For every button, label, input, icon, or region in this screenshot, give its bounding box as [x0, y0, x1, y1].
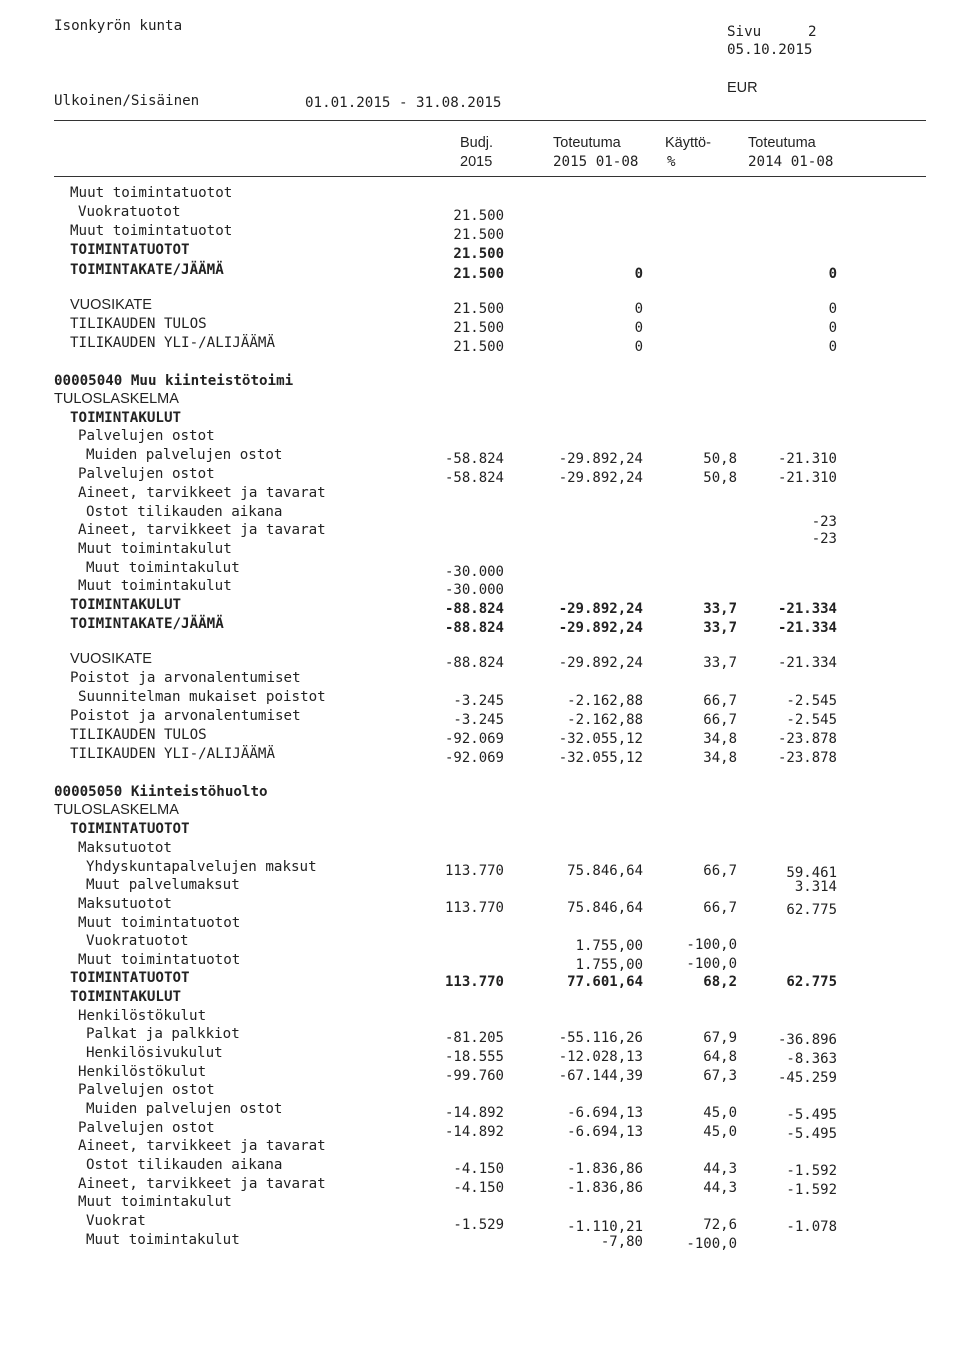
row-prev-value: 0 [828, 266, 837, 282]
row-label: Suunnitelman mukaiset poistot [78, 689, 326, 705]
row-prev-value: -23.878 [777, 750, 837, 766]
row-actual-value: -7,80 [600, 1234, 643, 1250]
row-label: TOIMINTATUOTOT [70, 970, 190, 986]
row-label: Maksutuotot [78, 840, 172, 856]
row-actual-value: 75.846,64 [567, 863, 643, 879]
row-prev-value: -23.878 [777, 731, 837, 747]
row-actual-value: -29.892,24 [558, 601, 643, 617]
row-pct-value: -100,0 [686, 1236, 737, 1252]
col-usage-line1: Käyttö- [665, 135, 711, 151]
row-prev-value: -5.495 [786, 1126, 837, 1142]
row-actual-value: 0 [634, 320, 643, 336]
row-actual-value: -6.694,13 [567, 1105, 643, 1121]
row-label: 00005040 Muu kiinteistötoimi [54, 373, 294, 389]
row-prev-value: -21.310 [777, 470, 837, 486]
row-budget-value: 21.500 [453, 339, 504, 355]
row-budget-value: -4.150 [453, 1161, 504, 1177]
row-prev-value: -2.545 [786, 712, 837, 728]
row-prev-value: 59.461 [786, 865, 837, 881]
row-budget-value: 21.500 [453, 301, 504, 317]
row-label: VUOSIKATE [70, 297, 152, 313]
row-budget-value: 21.500 [453, 266, 504, 282]
row-prev-value: -2.545 [786, 693, 837, 709]
row-label: TILIKAUDEN YLI-/ALIJÄÄMÄ [70, 746, 275, 762]
row-label: Muut palvelumaksut [86, 877, 240, 893]
row-label: Yhdyskuntapalvelujen maksut [86, 859, 317, 875]
row-prev-value: -45.259 [777, 1070, 837, 1086]
row-prev-value: 0 [828, 320, 837, 336]
row-label: Muut toimintakulut [78, 578, 232, 594]
row-label: Maksutuotot [78, 896, 172, 912]
row-prev-value: -1.078 [786, 1219, 837, 1235]
row-pct-value: 67,3 [703, 1068, 737, 1084]
row-actual-value: -1.836,86 [567, 1161, 643, 1177]
row-label: Henkilösivukulut [86, 1045, 223, 1061]
row-label: Poistot ja arvonalentumiset [70, 708, 301, 724]
row-pct-value: -100,0 [686, 956, 737, 972]
row-prev-value: 3.314 [794, 879, 837, 895]
row-label: Palvelujen ostot [78, 1120, 215, 1136]
row-label: Muut toimintakulut [78, 541, 232, 557]
row-label: Poistot ja arvonalentumiset [70, 670, 301, 686]
row-budget-value: 21.500 [453, 246, 504, 262]
row-label: Vuokratuotot [86, 933, 189, 949]
row-actual-value: 0 [634, 339, 643, 355]
row-label: Muut toimintakulut [86, 1232, 240, 1248]
col-budget-line2: 2015 [460, 154, 493, 170]
row-actual-value: -2.162,88 [567, 693, 643, 709]
row-pct-value: 45,0 [703, 1124, 737, 1140]
row-pct-value: 44,3 [703, 1161, 737, 1177]
row-actual-value: -29.892,24 [558, 655, 643, 671]
row-pct-value: 50,8 [703, 451, 737, 467]
row-label: Aineet, tarvikkeet ja tavarat [78, 1176, 326, 1192]
row-budget-value: -14.892 [444, 1124, 504, 1140]
row-actual-value: -29.892,24 [558, 620, 643, 636]
row-label: TOIMINTAKULUT [70, 410, 182, 426]
row-budget-value: 113.770 [444, 863, 504, 879]
report-date: 05.10.2015 [727, 42, 813, 58]
row-budget-value: -14.892 [444, 1105, 504, 1121]
row-budget-value: -30.000 [444, 582, 504, 598]
row-budget-value: -3.245 [453, 712, 504, 728]
organization-name: Isonkyrön kunta [54, 18, 183, 34]
col-actual-line1: Toteutuma [553, 135, 621, 151]
row-pct-value: 50,8 [703, 470, 737, 486]
row-label: Muut toimintatuotot [78, 952, 241, 968]
row-actual-value: -12.028,13 [558, 1049, 643, 1065]
row-prev-value: 62.775 [786, 902, 837, 918]
row-budget-value: -1.529 [453, 1217, 504, 1233]
row-label: Palkat ja palkkiot [86, 1026, 240, 1042]
row-budget-value: -81.205 [444, 1030, 504, 1046]
row-budget-value: 21.500 [453, 227, 504, 243]
row-actual-value: 0 [634, 301, 643, 317]
row-pct-value: 33,7 [703, 655, 737, 671]
row-prev-value: 0 [828, 301, 837, 317]
row-prev-value: -36.896 [777, 1032, 837, 1048]
row-label: Vuokrat [86, 1213, 146, 1229]
row-prev-value: -1.592 [786, 1163, 837, 1179]
header-rule-top [54, 120, 926, 121]
row-actual-value: -32.055,12 [558, 731, 643, 747]
row-pct-value: 66,7 [703, 900, 737, 916]
row-actual-value: -1.110,21 [567, 1219, 643, 1235]
row-pct-value: 34,8 [703, 750, 737, 766]
row-pct-value: 66,7 [703, 693, 737, 709]
row-actual-value: -1.836,86 [567, 1180, 643, 1196]
row-label: Henkilöstökulut [78, 1064, 207, 1080]
row-actual-value: 0 [634, 266, 643, 282]
row-actual-value: -55.116,26 [558, 1030, 643, 1046]
row-label: TOIMINTAKATE/JÄÄMÄ [70, 616, 224, 632]
row-prev-value: 62.775 [786, 974, 837, 990]
row-actual-value: -6.694,13 [567, 1124, 643, 1140]
row-actual-value: -2.162,88 [567, 712, 643, 728]
header-rule-bottom [54, 176, 926, 177]
row-label: TULOSLASKELMA [54, 391, 179, 407]
row-label: Muut toimintatuotot [70, 185, 233, 201]
col-prev-line1: Toteutuma [748, 135, 816, 151]
row-label: TILIKAUDEN TULOS [70, 316, 207, 332]
row-label: TOIMINTAKATE/JÄÄMÄ [70, 262, 224, 278]
row-prev-value: -21.334 [777, 601, 837, 617]
row-label: Muut toimintakulut [78, 1194, 232, 1210]
row-prev-value: -21.334 [777, 620, 837, 636]
row-budget-value: -4.150 [453, 1180, 504, 1196]
row-actual-value: 77.601,64 [567, 974, 643, 990]
row-label: Vuokratuotot [78, 204, 181, 220]
row-pct-value: 66,7 [703, 863, 737, 879]
row-prev-value: -21.334 [777, 655, 837, 671]
row-label: Palvelujen ostot [78, 1082, 215, 1098]
row-label: Aineet, tarvikkeet ja tavarat [78, 1138, 326, 1154]
scope-label: Ulkoinen/Sisäinen [54, 93, 200, 109]
row-budget-value: -88.824 [444, 620, 504, 636]
row-budget-value: -99.760 [444, 1068, 504, 1084]
row-pct-value: 67,9 [703, 1030, 737, 1046]
row-budget-value: -88.824 [444, 655, 504, 671]
row-label: Aineet, tarvikkeet ja tavarat [78, 485, 326, 501]
row-budget-value: -92.069 [444, 731, 504, 747]
row-label: TULOSLASKELMA [54, 802, 179, 818]
row-label: Muiden palvelujen ostot [86, 447, 283, 463]
row-label: TOIMINTATUOTOT [70, 821, 190, 837]
row-prev-value: -23 [811, 514, 837, 530]
row-prev-value: -23 [811, 531, 837, 547]
page-number: 2 [808, 24, 817, 40]
row-prev-value: -21.310 [777, 451, 837, 467]
row-label: 00005050 Kiinteistöhuolto [54, 784, 268, 800]
row-budget-value: 21.500 [453, 320, 504, 336]
row-budget-value: 113.770 [444, 900, 504, 916]
row-budget-value: -3.245 [453, 693, 504, 709]
row-label: Henkilöstökulut [78, 1008, 207, 1024]
row-pct-value: 45,0 [703, 1105, 737, 1121]
row-pct-value: 72,6 [703, 1217, 737, 1233]
col-prev-line2: 2014 01-08 [748, 154, 834, 170]
row-label: Muiden palvelujen ostot [86, 1101, 283, 1117]
row-pct-value: 66,7 [703, 712, 737, 728]
row-label: Muut toimintakulut [86, 560, 240, 576]
period-range: 01.01.2015 - 31.08.2015 [305, 95, 502, 111]
row-label: Palvelujen ostot [78, 428, 215, 444]
row-budget-value: 113.770 [444, 974, 504, 990]
row-budget-value: -88.824 [444, 601, 504, 617]
row-pct-value: 64,8 [703, 1049, 737, 1065]
row-pct-value: 33,7 [703, 620, 737, 636]
row-pct-value: 44,3 [703, 1180, 737, 1196]
row-actual-value: 1.755,00 [575, 957, 643, 973]
currency-label: EUR [727, 80, 758, 96]
row-budget-value: -92.069 [444, 750, 504, 766]
col-actual-line2: 2015 01-08 [553, 154, 639, 170]
row-label: TILIKAUDEN YLI-/ALIJÄÄMÄ [70, 335, 275, 351]
row-actual-value: 1.755,00 [575, 938, 643, 954]
row-budget-value: -58.824 [444, 451, 504, 467]
row-actual-value: -29.892,24 [558, 451, 643, 467]
row-label: Ostot tilikauden aikana [86, 1157, 283, 1173]
page-label: Sivu [727, 24, 762, 40]
row-budget-value: 21.500 [453, 208, 504, 224]
row-budget-value: -18.555 [444, 1049, 504, 1065]
row-pct-value: 33,7 [703, 601, 737, 617]
row-actual-value: -67.144,39 [558, 1068, 643, 1084]
row-actual-value: 75.846,64 [567, 900, 643, 916]
row-budget-value: -30.000 [444, 564, 504, 580]
row-pct-value: 68,2 [703, 974, 737, 990]
row-label: Aineet, tarvikkeet ja tavarat [78, 522, 326, 538]
row-label: TOIMINTAKULUT [70, 989, 182, 1005]
row-label: Muut toimintatuotot [70, 223, 233, 239]
row-label: VUOSIKATE [70, 651, 152, 667]
col-usage-line2: % [667, 154, 676, 170]
row-prev-value: -1.592 [786, 1182, 837, 1198]
row-label: TOIMINTAKULUT [70, 597, 182, 613]
row-label: Ostot tilikauden aikana [86, 504, 283, 520]
row-label: TOIMINTATUOTOT [70, 242, 190, 258]
row-label: TILIKAUDEN TULOS [70, 727, 207, 743]
row-prev-value: -8.363 [786, 1051, 837, 1067]
row-prev-value: 0 [828, 339, 837, 355]
row-prev-value: -5.495 [786, 1107, 837, 1123]
row-label: Muut toimintatuotot [78, 915, 241, 931]
row-budget-value: -58.824 [444, 470, 504, 486]
row-label: Palvelujen ostot [78, 466, 215, 482]
row-actual-value: -29.892,24 [558, 470, 643, 486]
row-pct-value: -100,0 [686, 937, 737, 953]
row-actual-value: -32.055,12 [558, 750, 643, 766]
row-pct-value: 34,8 [703, 731, 737, 747]
col-budget-line1: Budj. [460, 135, 494, 151]
